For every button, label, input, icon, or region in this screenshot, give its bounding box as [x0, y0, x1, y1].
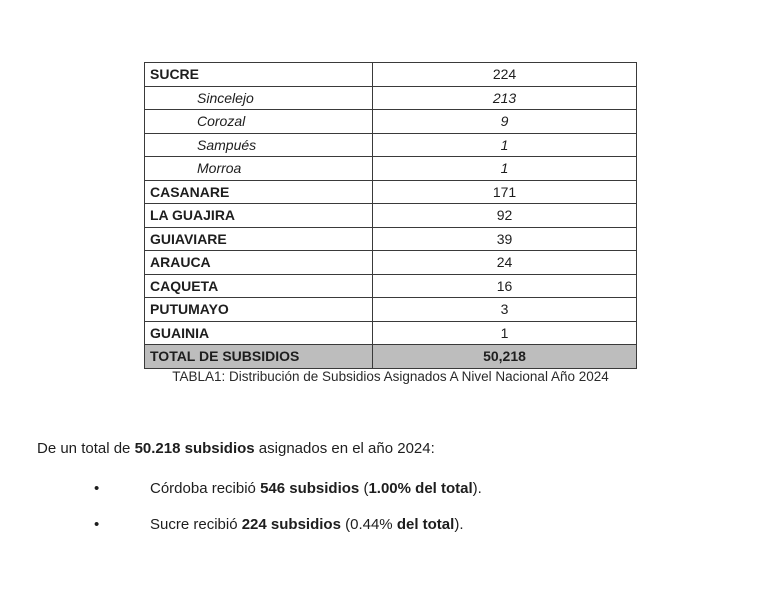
department-name: SUCRE [145, 63, 373, 87]
table-row [145, 63, 637, 87]
bullet-text-bold2: del total [396, 516, 455, 533]
municipality-name: Corozal [145, 110, 373, 134]
subsidy-count: 92 [373, 204, 637, 228]
department-name: GUAINIA [145, 321, 373, 345]
table-row [145, 251, 637, 275]
subsidy-count: 224 [373, 63, 637, 87]
bullet-item-cordoba [94, 480, 482, 497]
subsidy-count: 171 [373, 180, 637, 204]
table-caption: TABLA1: Distribución de Subsidios Asignados A Nivel Nacional Año 2024 [172, 369, 609, 384]
table-row [145, 180, 637, 204]
subsidy-count: 16 [373, 274, 637, 298]
table-row [145, 227, 637, 251]
bullet-text-end: ). [472, 480, 482, 497]
intro-text-before: De un total de [37, 440, 135, 457]
subsidy-count: 1 [373, 133, 637, 157]
subsidy-count: 1 [373, 157, 637, 181]
bullet-text-bold2: 1.00% del total [368, 480, 473, 497]
department-name: PUTUMAYO [145, 298, 373, 322]
table-row [145, 321, 637, 345]
intro-text-after: asignados en el año 2024: [254, 440, 435, 457]
bullet-text-after: ( [359, 480, 369, 497]
table-row [145, 204, 637, 228]
bullet-dot: • [94, 516, 100, 533]
bullet-item-sucre [94, 516, 464, 533]
subsidy-count: 39 [373, 227, 637, 251]
municipality-name: Sincelejo [145, 86, 373, 110]
bullet-text-before: Sucre recibió [150, 516, 242, 533]
department-name: GUIAVIARE [145, 227, 373, 251]
department-name: CAQUETA [145, 274, 373, 298]
subsidy-count: 24 [373, 251, 637, 275]
total-row [145, 345, 637, 369]
department-name: ARAUCA [145, 251, 373, 275]
subsidies-table [144, 62, 637, 369]
table-row [145, 133, 637, 157]
subsidy-count: 3 [373, 298, 637, 322]
department-name: CASANARE [145, 180, 373, 204]
subsidy-count: 213 [373, 86, 637, 110]
table-row [145, 110, 637, 134]
bullet-dot: • [94, 480, 100, 497]
intro-paragraph [37, 440, 435, 457]
bullet-text-bold: 546 subsidios [260, 480, 360, 497]
subsidy-count: 1 [373, 321, 637, 345]
bullet-text-bold: 224 subsidios [241, 516, 341, 533]
table-row [145, 298, 637, 322]
subsidy-count: 9 [373, 110, 637, 134]
total-value: 50,218 [373, 345, 637, 369]
bullet-text-before: Córdoba recibió [150, 480, 261, 497]
total-label: TOTAL DE SUBSIDIOS [145, 345, 373, 369]
municipality-name: Sampués [145, 133, 373, 157]
subsidies-table-body [145, 63, 637, 369]
bullet-text-end: ). [454, 516, 464, 533]
table-row [145, 157, 637, 181]
table-row [145, 86, 637, 110]
municipality-name: Morroa [145, 157, 373, 181]
intro-text-bold: 50.218 subsidios [134, 440, 255, 457]
table-row [145, 274, 637, 298]
department-name: LA GUAJIRA [145, 204, 373, 228]
bullet-text-after: (0.44% [340, 516, 397, 533]
